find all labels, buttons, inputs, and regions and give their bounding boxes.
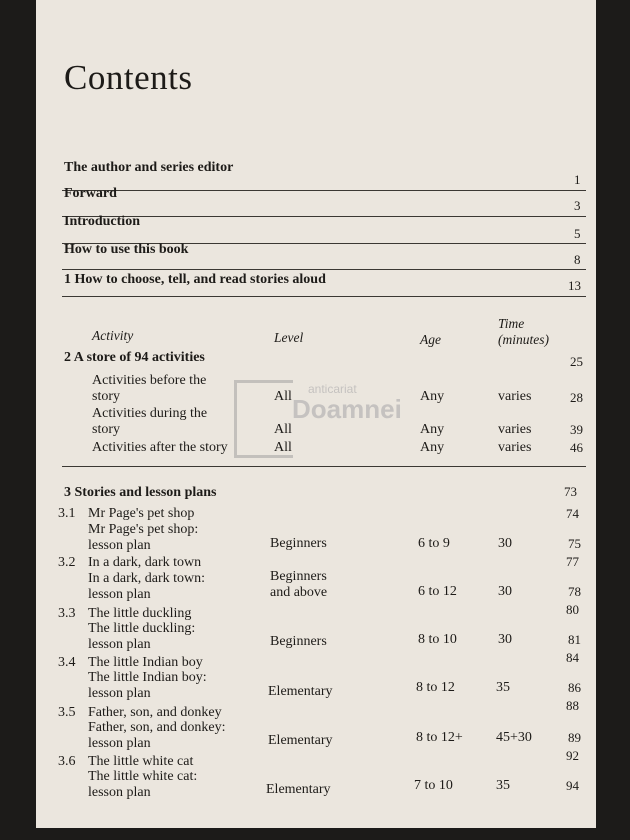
activity-level: All xyxy=(274,422,292,437)
activity-name-cont: story xyxy=(92,389,120,404)
activity-age: Any xyxy=(420,440,445,455)
page-title: Contents xyxy=(64,58,193,97)
activity-age: Any xyxy=(420,389,445,404)
activity-name: Activities before the xyxy=(92,373,207,388)
lesson-page: 75 xyxy=(568,536,581,551)
story-number: 3.3 xyxy=(58,606,76,621)
lesson-plan-title-cont: lesson plan xyxy=(88,785,151,800)
lesson-plan-title: The little duckling: xyxy=(88,621,196,636)
divider xyxy=(62,269,586,270)
toc-entry-forward: Forward xyxy=(64,186,117,201)
lesson-time: 30 xyxy=(498,584,512,599)
watermark-logo xyxy=(234,376,404,460)
lesson-age: 6 to 9 xyxy=(418,536,450,551)
lesson-level: Elementary xyxy=(268,684,333,699)
toc-entry-how-to-use: How to use this book xyxy=(64,242,189,257)
story-title: Father, son, and donkey xyxy=(88,705,222,720)
lesson-page: 78 xyxy=(568,584,581,599)
activity-page: 39 xyxy=(570,422,583,437)
activity-page: 28 xyxy=(570,390,583,405)
lesson-page: 94 xyxy=(566,778,579,793)
lesson-age: 8 to 12+ xyxy=(416,730,463,745)
header-age: Age xyxy=(420,332,441,347)
lesson-age: 8 to 10 xyxy=(418,632,457,647)
story-number: 3.4 xyxy=(58,655,76,670)
watermark-big-text: Doamnei xyxy=(292,394,402,424)
activity-level: All xyxy=(274,389,292,404)
toc-entry-introduction: Introduction xyxy=(64,214,140,229)
toc-page-author: 1 xyxy=(574,172,581,187)
section-page: 25 xyxy=(570,354,583,369)
lesson-plan-title: The little white cat: xyxy=(88,769,198,784)
activity-time: varies xyxy=(498,389,532,404)
story-title: The little duckling xyxy=(88,606,192,621)
activity-name: Activities after the story xyxy=(92,440,228,455)
activity-age: Any xyxy=(420,422,445,437)
story-title: In a dark, dark town xyxy=(88,555,202,570)
book-page xyxy=(36,0,596,828)
toc-page-how-to-use: 8 xyxy=(574,252,581,267)
header-level: Level xyxy=(274,330,304,345)
lesson-time: 30 xyxy=(498,632,512,647)
story-page: 80 xyxy=(566,602,579,617)
lesson-page: 89 xyxy=(568,730,581,745)
lesson-time: 35 xyxy=(496,778,510,793)
story-page: 92 xyxy=(566,748,579,763)
activity-name-cont: story xyxy=(92,422,120,437)
lesson-level: Beginners xyxy=(270,569,327,584)
watermark-small-text: anticariat xyxy=(308,382,357,396)
lesson-level: Elementary xyxy=(266,782,331,797)
toc-entry-author: The author and series editor xyxy=(64,160,234,175)
header-time: Time xyxy=(498,316,525,331)
section-title: 3 Stories and lesson plans xyxy=(64,485,217,500)
lesson-age: 6 to 12 xyxy=(418,584,457,599)
activity-time: varies xyxy=(498,440,532,455)
lesson-level: Beginners xyxy=(270,634,327,649)
divider xyxy=(62,296,586,297)
story-page: 84 xyxy=(566,650,579,665)
activity-page: 46 xyxy=(570,440,583,455)
divider xyxy=(62,216,586,217)
lesson-plan-title: Father, son, and donkey: xyxy=(88,720,226,735)
story-number: 3.2 xyxy=(58,555,76,570)
lesson-level: Beginners xyxy=(270,536,327,551)
story-number: 3.6 xyxy=(58,754,76,769)
lesson-plan-title: Mr Page's pet shop: xyxy=(88,522,199,537)
lesson-level-cont: and above xyxy=(270,585,328,600)
lesson-page: 86 xyxy=(568,680,581,695)
toc-page-chapter-1: 13 xyxy=(568,278,581,293)
lesson-plan-title: In a dark, dark town: xyxy=(88,571,206,586)
lesson-plan-title-cont: lesson plan xyxy=(88,686,151,701)
lesson-plan-title: The little Indian boy: xyxy=(88,670,207,685)
lesson-plan-title-cont: lesson plan xyxy=(88,587,151,602)
header-activity: Activity xyxy=(92,328,134,343)
story-number: 3.5 xyxy=(58,705,76,720)
divider xyxy=(62,466,586,467)
toc-entry-chapter-1: 1 How to choose, tell, and read stories aloud xyxy=(64,272,326,287)
story-title: The little white cat xyxy=(88,754,194,769)
lesson-plan-title-cont: lesson plan xyxy=(88,736,151,751)
toc-page-introduction: 5 xyxy=(574,226,581,241)
activity-name: Activities during the xyxy=(92,406,208,421)
story-page: 74 xyxy=(566,506,579,521)
story-page: 77 xyxy=(566,554,579,569)
lesson-plan-title-cont: lesson plan xyxy=(88,637,151,652)
divider xyxy=(62,190,586,191)
watermark-frame xyxy=(234,380,293,458)
lesson-age: 8 to 12 xyxy=(416,680,455,695)
lesson-page: 81 xyxy=(568,632,581,647)
story-title: Mr Page's pet shop xyxy=(88,506,195,521)
activity-level: All xyxy=(274,440,292,455)
story-title: The little Indian boy xyxy=(88,655,203,670)
lesson-level: Elementary xyxy=(268,733,333,748)
story-page: 88 xyxy=(566,698,579,713)
lesson-time: 35 xyxy=(496,680,510,695)
section-title: 2 A store of 94 activities xyxy=(64,350,205,365)
activity-time: varies xyxy=(498,422,532,437)
story-number: 3.1 xyxy=(58,506,76,521)
lesson-time: 30 xyxy=(498,536,512,551)
lesson-time: 45+30 xyxy=(496,730,532,745)
section-page: 73 xyxy=(564,484,577,499)
lesson-age: 7 to 10 xyxy=(414,778,453,793)
toc-page-forward: 3 xyxy=(574,198,581,213)
header-time-unit: (minutes) xyxy=(498,332,549,347)
lesson-plan-title-cont: lesson plan xyxy=(88,538,151,553)
